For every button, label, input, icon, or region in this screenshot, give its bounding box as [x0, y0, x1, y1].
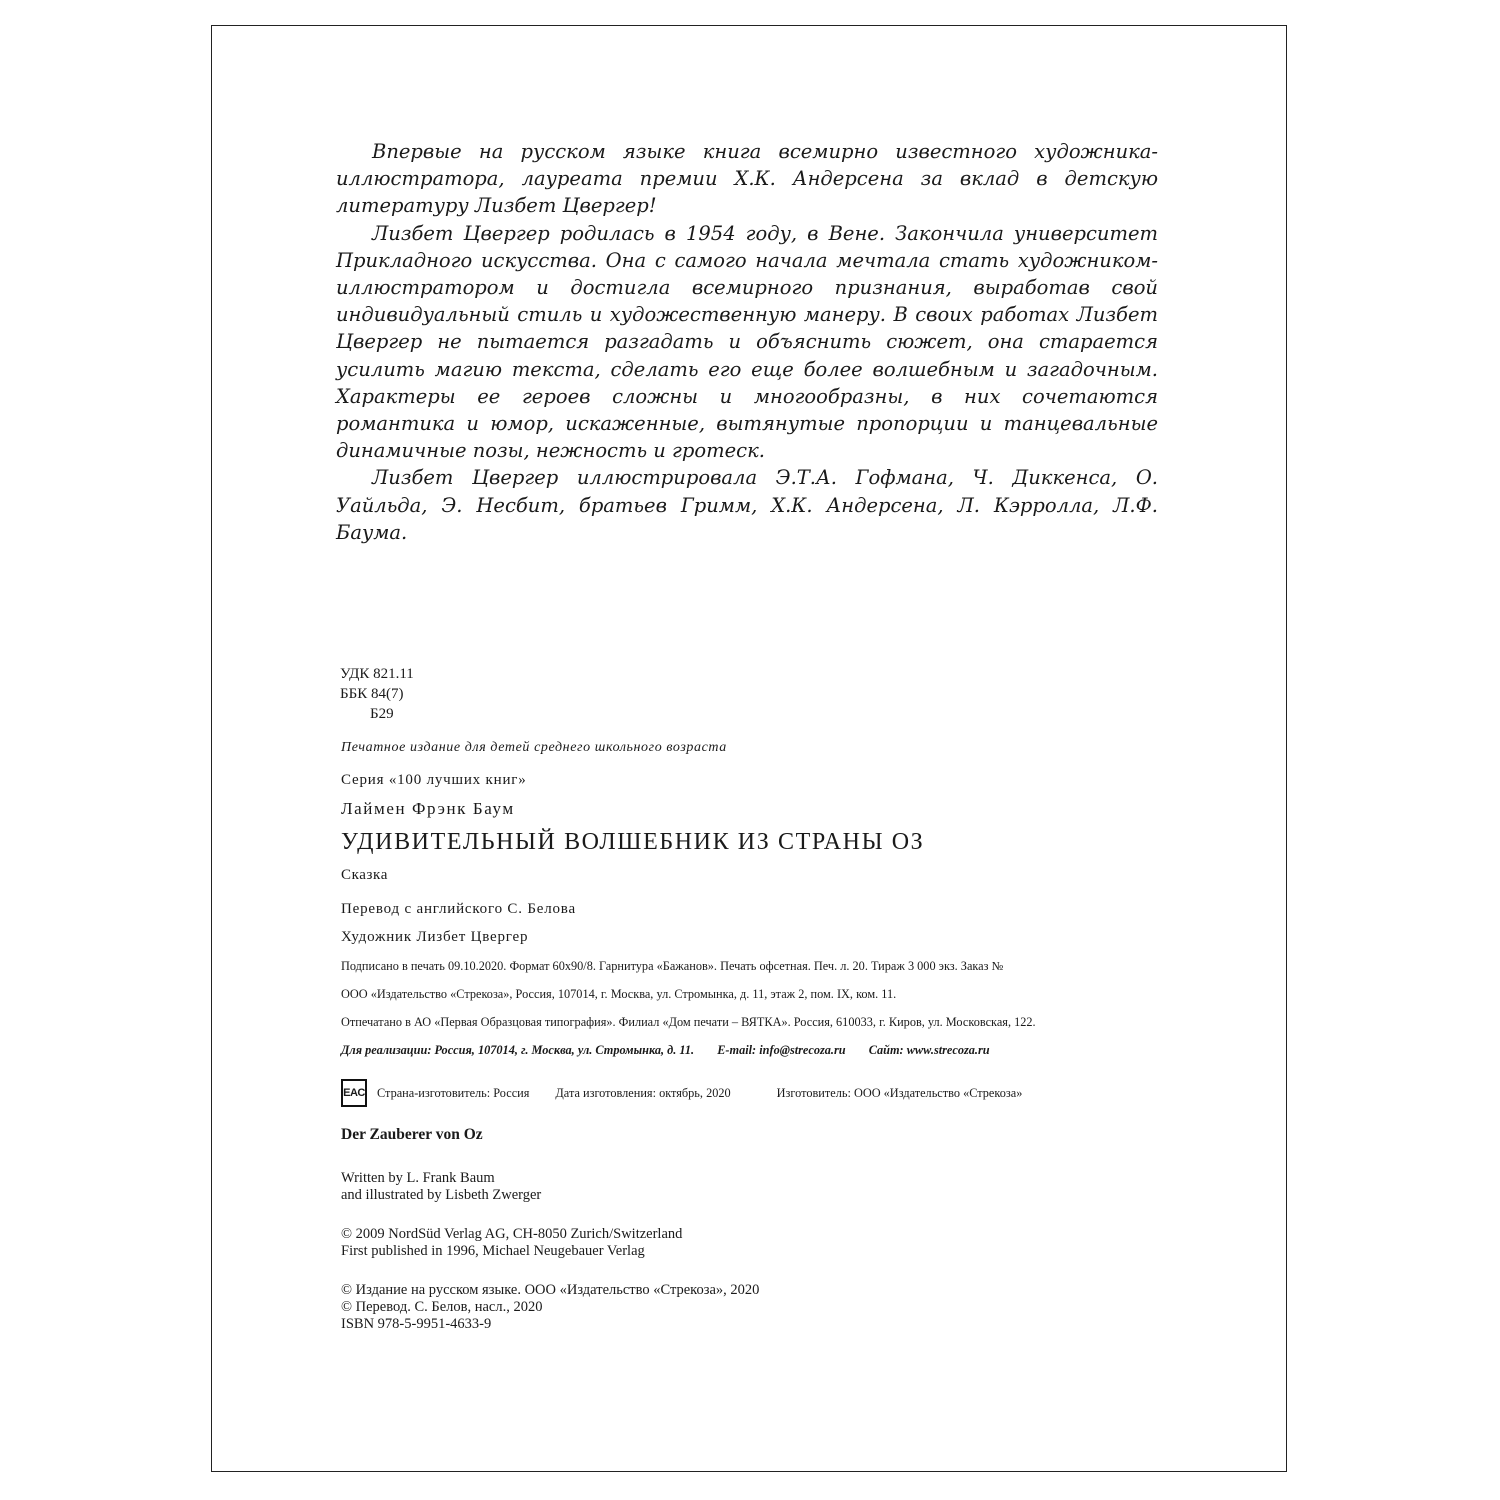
original-title: Der Zauberer von Oz [341, 1126, 483, 1143]
audience-note: Печатное издание для детей среднего школьного возраста [341, 740, 727, 755]
intro-paragraph: Лизбет Цвергер родилась в 1954 году, в Вене. Закончила университет Прикладного искусства. Она с самого начала мечтала стать художником-иллюстратором и достигла всемирного признания, выработав свой индивидуальный стиль и художественную манеру. В своих работах Лизбет Цвергер не пытается разгадать и объяснить сюжет, она старается усилить магию текста, сделать его еще более волшебным и загадочным. Характеры ее героев сложны и многообразны, в них сочетаются романтика и юмор, искаженные, вытянутые пропорции и танцевальные динамичные позы, нежность и гротеск. [336, 221, 1158, 463]
conformity-row [341, 1073, 1101, 1113]
isbn: ISBN 978-5-9951-4633-9 [341, 1316, 492, 1332]
original-copyright-block [341, 1226, 1041, 1260]
russian-copyright-block [341, 1282, 1041, 1333]
country-of-manufacture: Страна-изготовитель: Россия [377, 1085, 530, 1100]
printer-info: Отпечатано в АО «Первая Образцовая типография». Филиал «Дом печати – ВЯТКА». Россия, 610033, г. Киров, ул. Московская, 122. [341, 1015, 1036, 1029]
intro-text [336, 138, 1158, 546]
intro-paragraph: Лизбет Цвергер иллюстрировала Э.Т.А. Гофмана, Ч. Диккенса, О. Уайльда, Э. Несбит, братьев Гримм, Х.К. Андерсена, Л. Кэрролла, Л.Ф. Баума. [336, 466, 1158, 544]
publisher-address: ООО «Издательство «Стрекоза», Россия, 107014, г. Москва, ул. Стромынка, д. 11, этаж 2, пом. IX, ком. 11. [341, 987, 897, 1001]
series-name: Серия «100 лучших книг» [341, 772, 527, 788]
udk-code: УДК 821.11 [340, 666, 414, 682]
email-contact: E-mail: info@strecoza.ru [717, 1043, 846, 1057]
illustrated-by: and illustrated by Lisbeth Zwerger [341, 1187, 542, 1203]
site-contact: Сайт: www.strecoza.ru [868, 1043, 990, 1057]
translator-credit: Перевод с английского С. Белова [341, 901, 576, 917]
classification-codes [340, 664, 414, 724]
sales-contacts [341, 1043, 1101, 1071]
intro-paragraph: Впервые на русском языке книга всемирно известного художника-иллюстратора, лауреата премии Х.К. Андерсена за вклад в детскую литературу Лизбет Цвергер! [336, 140, 1158, 218]
original-edition-info [341, 1126, 1041, 1333]
russian-edition-copyright: © Издание на русском языке. ООО «Издательство «Стрекоза», 2020 [341, 1282, 760, 1298]
bbk-code: ББК 84(7) [340, 686, 404, 702]
book-genre: Сказка [341, 867, 388, 883]
author-mark: Б29 [370, 706, 394, 722]
first-published: First published in 1996, Michael Neugebauer Verlag [341, 1243, 645, 1259]
imprint-block [341, 740, 1101, 1113]
original-copyright: © 2009 NordSüd Verlag AG, CH-8050 Zurich/Switzerland [341, 1226, 683, 1242]
illustrator-credit: Художник Лизбет Цвергер [341, 929, 529, 945]
manufacturer: Изготовитель: ООО «Издательство «Стрекоза» [776, 1085, 1023, 1100]
sales-address: Для реализации: Россия, 107014, г. Москва, ул. Стромынка, д. 11. [341, 1043, 695, 1057]
translation-copyright: © Перевод. С. Белов, насл., 2020 [341, 1299, 543, 1315]
credits-block [341, 1170, 1041, 1204]
manufacture-date: Дата изготовления: октябрь, 2020 [555, 1085, 731, 1100]
written-by: Written by L. Frank Baum [341, 1170, 495, 1186]
book-author: Лаймен Фрэнк Баум [341, 799, 515, 818]
print-details: Подписано в печать 09.10.2020. Формат 60х90/8. Гарнитура «Бажанов». Печать офсетная. Печ. л. 20. Тираж 3 000 экз. Заказ № [341, 959, 1004, 973]
book-title: УДИВИТЕЛЬНЫЙ ВОЛШЕБНИК ИЗ СТРАНЫ ОЗ [341, 829, 925, 855]
eac-mark-icon: EAC [341, 1079, 367, 1107]
